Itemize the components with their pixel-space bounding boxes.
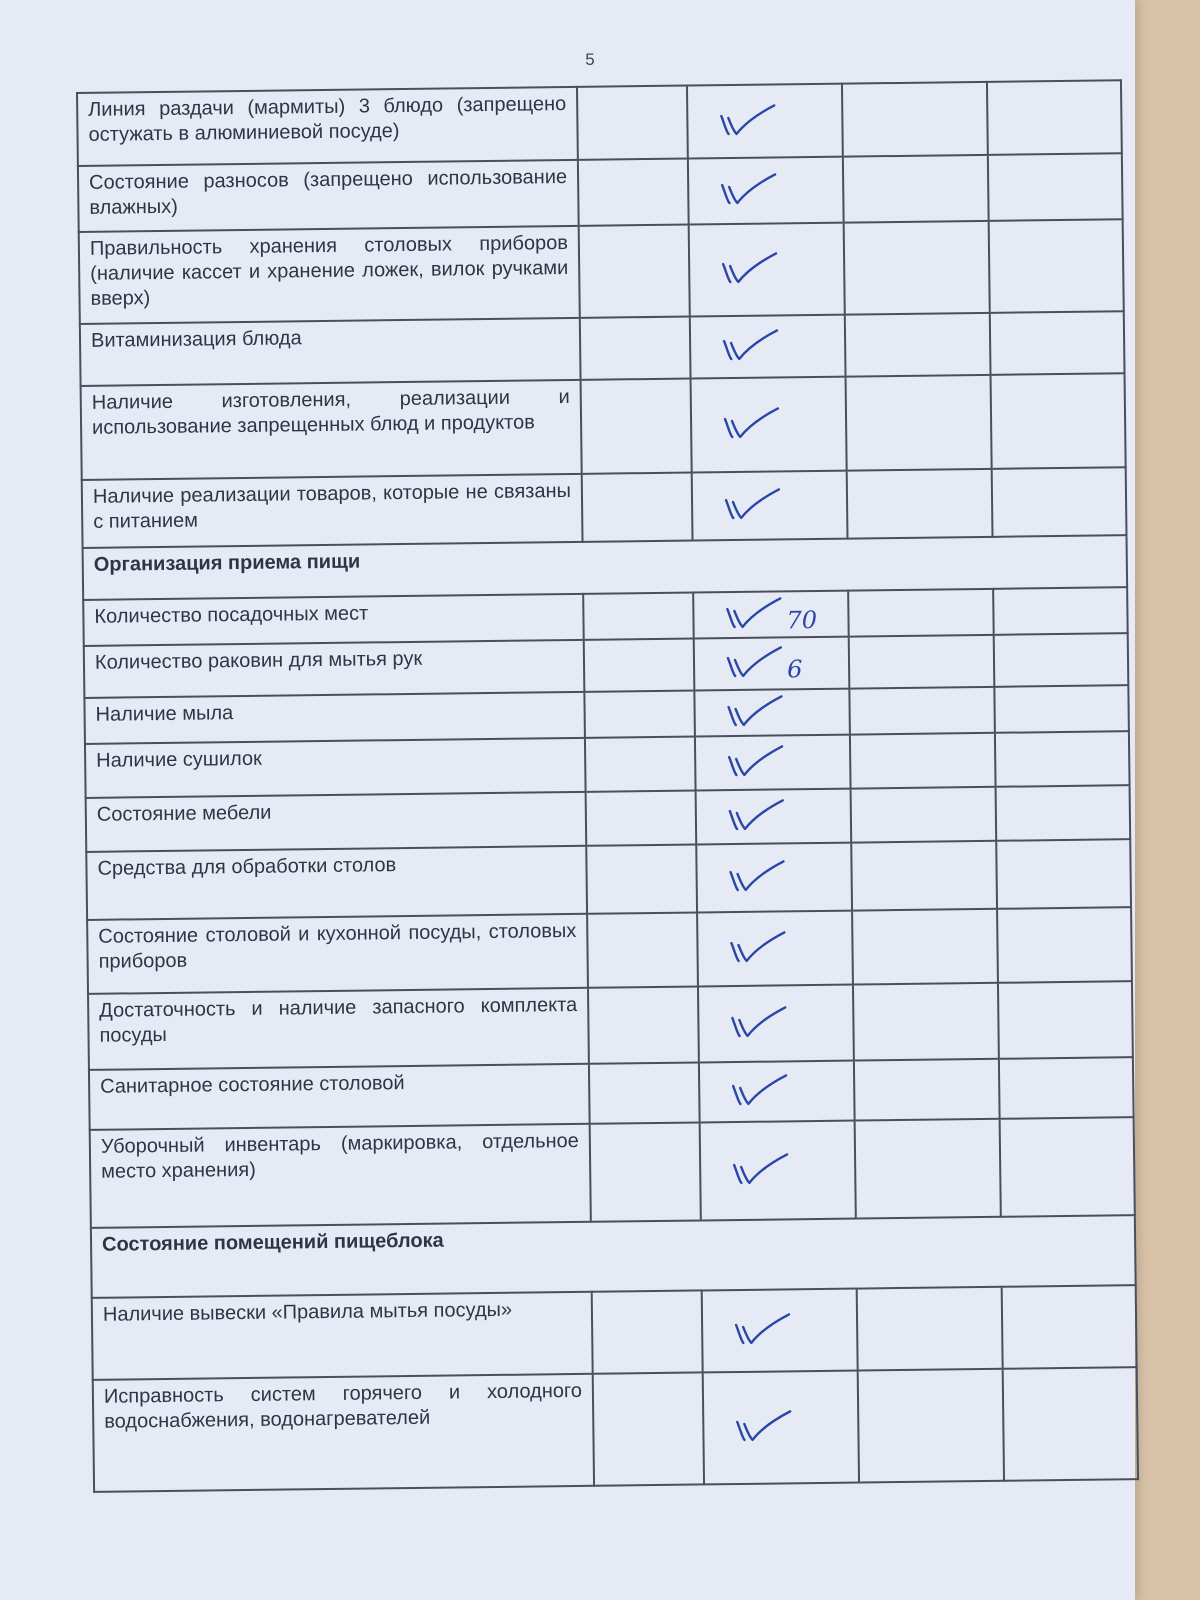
handwritten-mark	[730, 1073, 788, 1110]
mark-cell	[694, 637, 850, 691]
checkmark-icon	[733, 1312, 791, 1349]
criterion-cell: Состояние разносов (запрещено использование влажных)	[78, 160, 579, 232]
mark-cell	[690, 315, 846, 379]
criterion-cell: Достаточность и наличие запасного комплекта посуды	[88, 988, 589, 1070]
empty-cell	[844, 221, 990, 315]
criterion-cell: Наличие вывески «Правила мытья посуды»	[92, 1292, 593, 1380]
mark-cell	[693, 591, 849, 639]
checkmark-icon	[723, 487, 781, 524]
table-row	[79, 219, 1124, 324]
empty-cell	[996, 839, 1131, 909]
empty-cell	[858, 1369, 1004, 1483]
table-row	[82, 467, 1127, 548]
mark-cell	[691, 377, 847, 473]
criterion-cell: Линия раздачи (мармиты) 3 блюдо (запрещено остужать в алюминиевой посуде)	[77, 87, 578, 166]
empty-cell	[995, 731, 1130, 787]
checkmark-icon	[727, 798, 785, 835]
handwritten-mark	[724, 596, 817, 633]
criterion-cell: Наличие изготовления, реализации и использование запрещенных блюд и продуктов	[81, 380, 582, 480]
checkmark-icon	[731, 1152, 789, 1189]
empty-cell	[579, 225, 690, 318]
empty-cell	[852, 909, 998, 985]
table-row	[93, 1367, 1138, 1492]
empty-cell	[854, 1059, 1000, 1121]
mark-cell	[698, 985, 854, 1063]
empty-cell	[580, 317, 691, 380]
handwritten-note: 6	[786, 655, 803, 684]
criterion-cell: Количество раковин для мытья рук	[84, 640, 585, 698]
checkmark-icon	[724, 596, 782, 633]
empty-cell	[845, 313, 991, 377]
mark-cell	[689, 223, 845, 317]
handwritten-mark	[720, 251, 778, 288]
empty-cell	[842, 82, 988, 157]
criterion-cell: Витаминизация блюда	[80, 318, 581, 386]
empty-cell	[849, 687, 995, 735]
handwritten-mark	[721, 328, 779, 365]
mark-cell	[702, 1289, 858, 1373]
empty-cell	[586, 844, 697, 913]
section-heading: Организация приема пищи	[83, 535, 1128, 600]
mark-cell	[694, 689, 850, 737]
checkmark-icon	[726, 744, 784, 781]
empty-cell	[989, 219, 1124, 313]
checkmark-icon	[729, 1005, 787, 1042]
page-number: 5	[585, 50, 595, 69]
mark-cell	[703, 1371, 859, 1485]
mark-cell	[697, 911, 853, 987]
empty-cell	[850, 733, 996, 789]
mark-cell	[696, 789, 852, 845]
handwritten-mark	[719, 172, 777, 209]
section-row	[91, 1215, 1136, 1298]
checkmark-icon	[734, 1409, 792, 1446]
table-row	[88, 981, 1133, 1070]
criterion-cell: Исправность систем горячего и холодного водоснабжения, водонагревателей	[93, 1374, 594, 1492]
empty-cell	[592, 1290, 703, 1373]
empty-cell	[855, 1119, 1001, 1219]
table-row	[81, 373, 1126, 480]
checklist-table	[76, 79, 1139, 1493]
handwritten-mark	[726, 744, 784, 781]
empty-cell	[847, 469, 993, 539]
criterion-cell: Санитарное состояние столовой	[89, 1064, 590, 1130]
handwritten-mark	[725, 645, 803, 682]
empty-cell	[1003, 1367, 1138, 1481]
mark-cell	[687, 84, 843, 159]
empty-cell	[1000, 1117, 1135, 1217]
empty-cell	[846, 375, 992, 471]
mark-cell	[692, 471, 848, 541]
empty-cell	[998, 981, 1133, 1059]
checklist-body	[77, 80, 1138, 1492]
empty-cell	[590, 1122, 701, 1221]
mark-cell	[696, 843, 852, 913]
empty-cell	[848, 589, 994, 637]
mark-cell	[695, 735, 851, 791]
empty-cell	[581, 379, 692, 474]
empty-cell	[588, 986, 699, 1063]
empty-cell	[992, 467, 1127, 537]
table-row	[77, 80, 1122, 166]
empty-cell	[587, 912, 698, 987]
empty-cell	[589, 1062, 700, 1123]
handwritten-mark	[733, 1312, 791, 1349]
checkmark-icon	[720, 251, 778, 288]
criterion-cell: Состояние столовой и кухонной посуды, столовых приборов	[87, 914, 588, 994]
handwritten-mark	[727, 798, 785, 835]
mark-cell	[700, 1121, 856, 1221]
handwritten-mark	[725, 694, 783, 731]
table-row	[92, 1285, 1137, 1380]
handwritten-mark	[723, 487, 781, 524]
empty-cell	[583, 592, 694, 639]
empty-cell	[1002, 1285, 1137, 1369]
criterion-cell: Наличие мыла	[84, 692, 585, 744]
empty-cell	[585, 736, 696, 791]
empty-cell	[999, 1057, 1134, 1119]
empty-cell	[857, 1287, 1003, 1371]
empty-cell	[994, 685, 1129, 733]
empty-cell	[584, 690, 695, 737]
criterion-cell: Количество посадочных мест	[83, 594, 584, 646]
empty-cell	[996, 785, 1131, 841]
table-row	[87, 907, 1132, 994]
checkmark-icon	[727, 859, 785, 896]
checkmark-icon	[718, 103, 776, 140]
mark-cell	[699, 1061, 855, 1123]
empty-cell	[593, 1372, 704, 1485]
empty-cell	[586, 790, 697, 845]
handwritten-mark	[722, 406, 780, 443]
checkmark-icon	[730, 1073, 788, 1110]
criterion-cell: Наличие сушилок	[85, 738, 586, 798]
criterion-cell: Правильность хранения столовых приборов (наличие кассет и хранение ложек, вилок ручками вверх)	[79, 226, 580, 324]
empty-cell	[851, 787, 997, 843]
checkmark-icon	[721, 328, 779, 365]
checkmark-icon	[719, 172, 777, 209]
empty-cell	[987, 80, 1122, 155]
empty-cell	[577, 86, 688, 160]
empty-cell	[993, 587, 1128, 635]
criterion-cell: Состояние мебели	[86, 792, 587, 852]
criterion-cell: Средства для обработки столов	[86, 846, 587, 920]
checkmark-icon	[725, 645, 783, 682]
empty-cell	[578, 159, 689, 226]
empty-cell	[584, 638, 695, 691]
empty-cell	[994, 633, 1129, 687]
mark-cell	[688, 157, 844, 225]
empty-cell	[843, 155, 989, 223]
handwritten-mark	[731, 1152, 789, 1189]
handwritten-mark	[718, 103, 776, 140]
criterion-cell: Наличие реализации товаров, которые не связаны с питанием	[82, 474, 583, 548]
handwritten-note: 70	[786, 605, 818, 635]
empty-cell	[997, 907, 1132, 983]
empty-cell	[990, 311, 1125, 375]
checkmark-icon	[725, 694, 783, 731]
table-row	[90, 1117, 1135, 1228]
handwritten-mark	[734, 1409, 792, 1446]
checkmark-icon	[722, 406, 780, 443]
section-heading: Состояние помещений пищеблока	[91, 1215, 1136, 1298]
empty-cell	[849, 635, 995, 689]
checkmark-icon	[728, 930, 786, 967]
empty-cell	[851, 841, 997, 911]
empty-cell	[853, 983, 999, 1061]
criterion-cell: Уборочный инвентарь (маркировка, отдельное место хранения)	[90, 1124, 591, 1228]
handwritten-mark	[727, 859, 785, 896]
handwritten-mark	[729, 1005, 787, 1042]
handwritten-mark	[728, 930, 786, 967]
empty-cell	[988, 153, 1123, 221]
table-row	[86, 839, 1131, 920]
empty-cell	[582, 473, 693, 542]
empty-cell	[991, 373, 1126, 469]
